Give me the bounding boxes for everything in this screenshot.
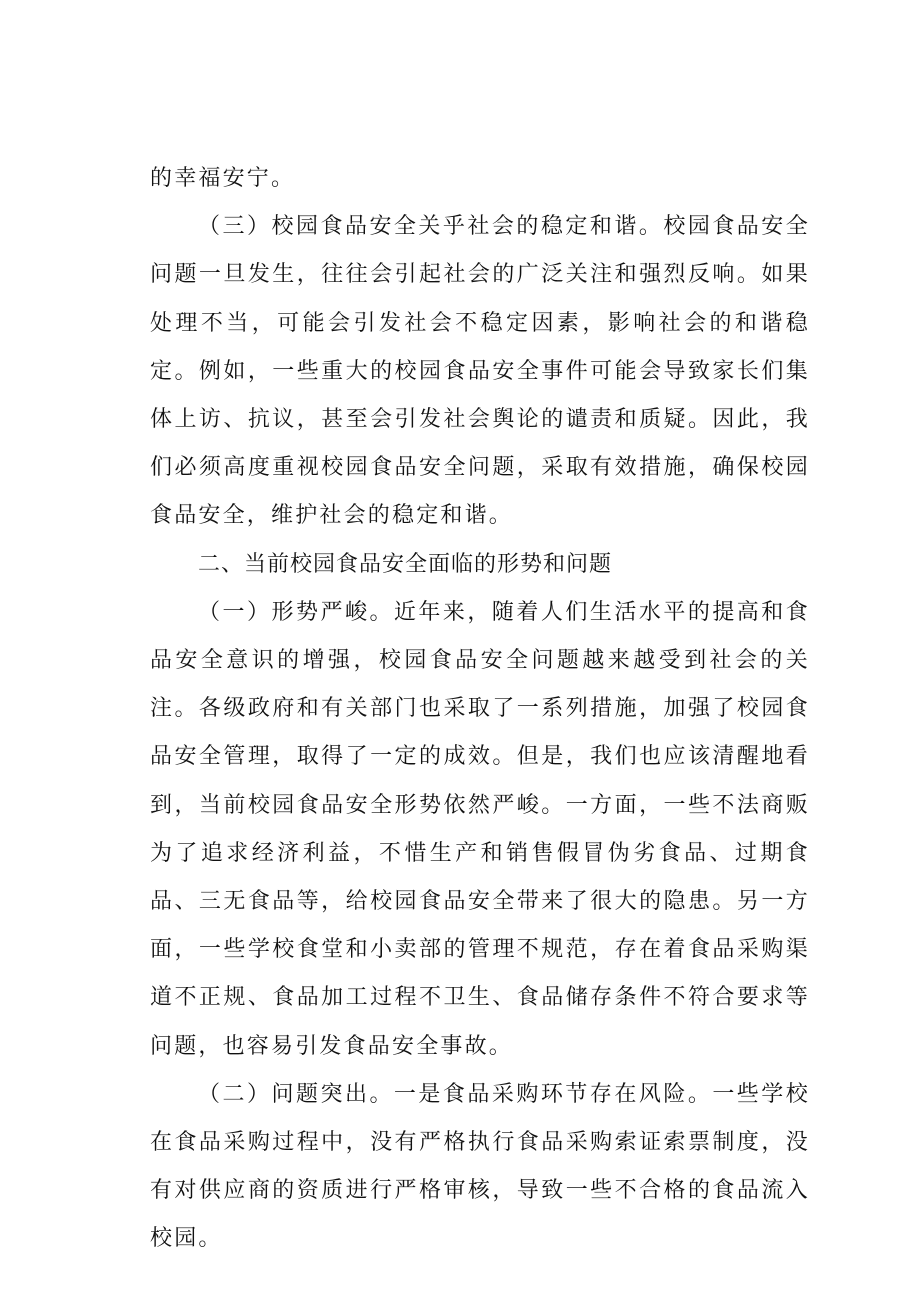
paragraph-continuation: 的幸福安宁。	[150, 166, 296, 191]
paragraph-severe-situation: （一）形势严峻。近年来，随着人们生活水平的提高和食品安全意识的增强，校园食品安全问题越来越受到社会的关注。各级政府和有关部门也采取了一系列措施，加强了校园食品安全管理，取得了一定的成效。但是，我们也应该清醒地看到，当前校园食品安全形势依然严峻。一方面，一些不法商贩为了追求经济利益，不惜生产和销售假冒伪劣食品、过期食品、三无食品等，给校园食品安全带来了很大的隐患。另一方面，一些学校食堂和小卖部的管理不规范，存在着食品采购渠道不正规、食品加工过程不卫生、食品储存条件不符合要求等问题，也容易引发食品安全事故。	[150, 599, 810, 1059]
paragraph-prominent-problems: （二）问题突出。一是食品采购环节存在风险。一些学校在食品采购过程中，没有严格执行食品采购索证索票制度，没有对供应商的资质进行严格审核，导致一些不合格的食品流入校园。	[150, 1081, 810, 1252]
paragraph-social-stability: （三）校园食品安全关乎社会的稳定和谐。校园食品安全问题一旦发生，往往会引起社会的广泛关注和强烈反响。如果处理不当，可能会引发社会不稳定因素，影响社会的和谐稳定。例如，一些重大的校园食品安全事件可能会导致家长们集体上访、抗议，甚至会引发社会舆论的谴责和质疑。因此，我们必须高度重视校园食品安全问题，采取有效措施，确保校园食品安全，维护社会的稳定和谐。	[150, 214, 810, 529]
section-heading-situation-and-problems: 二、当前校园食品安全面临的形势和问题	[198, 551, 613, 577]
document-page	[150, 155, 810, 1264]
